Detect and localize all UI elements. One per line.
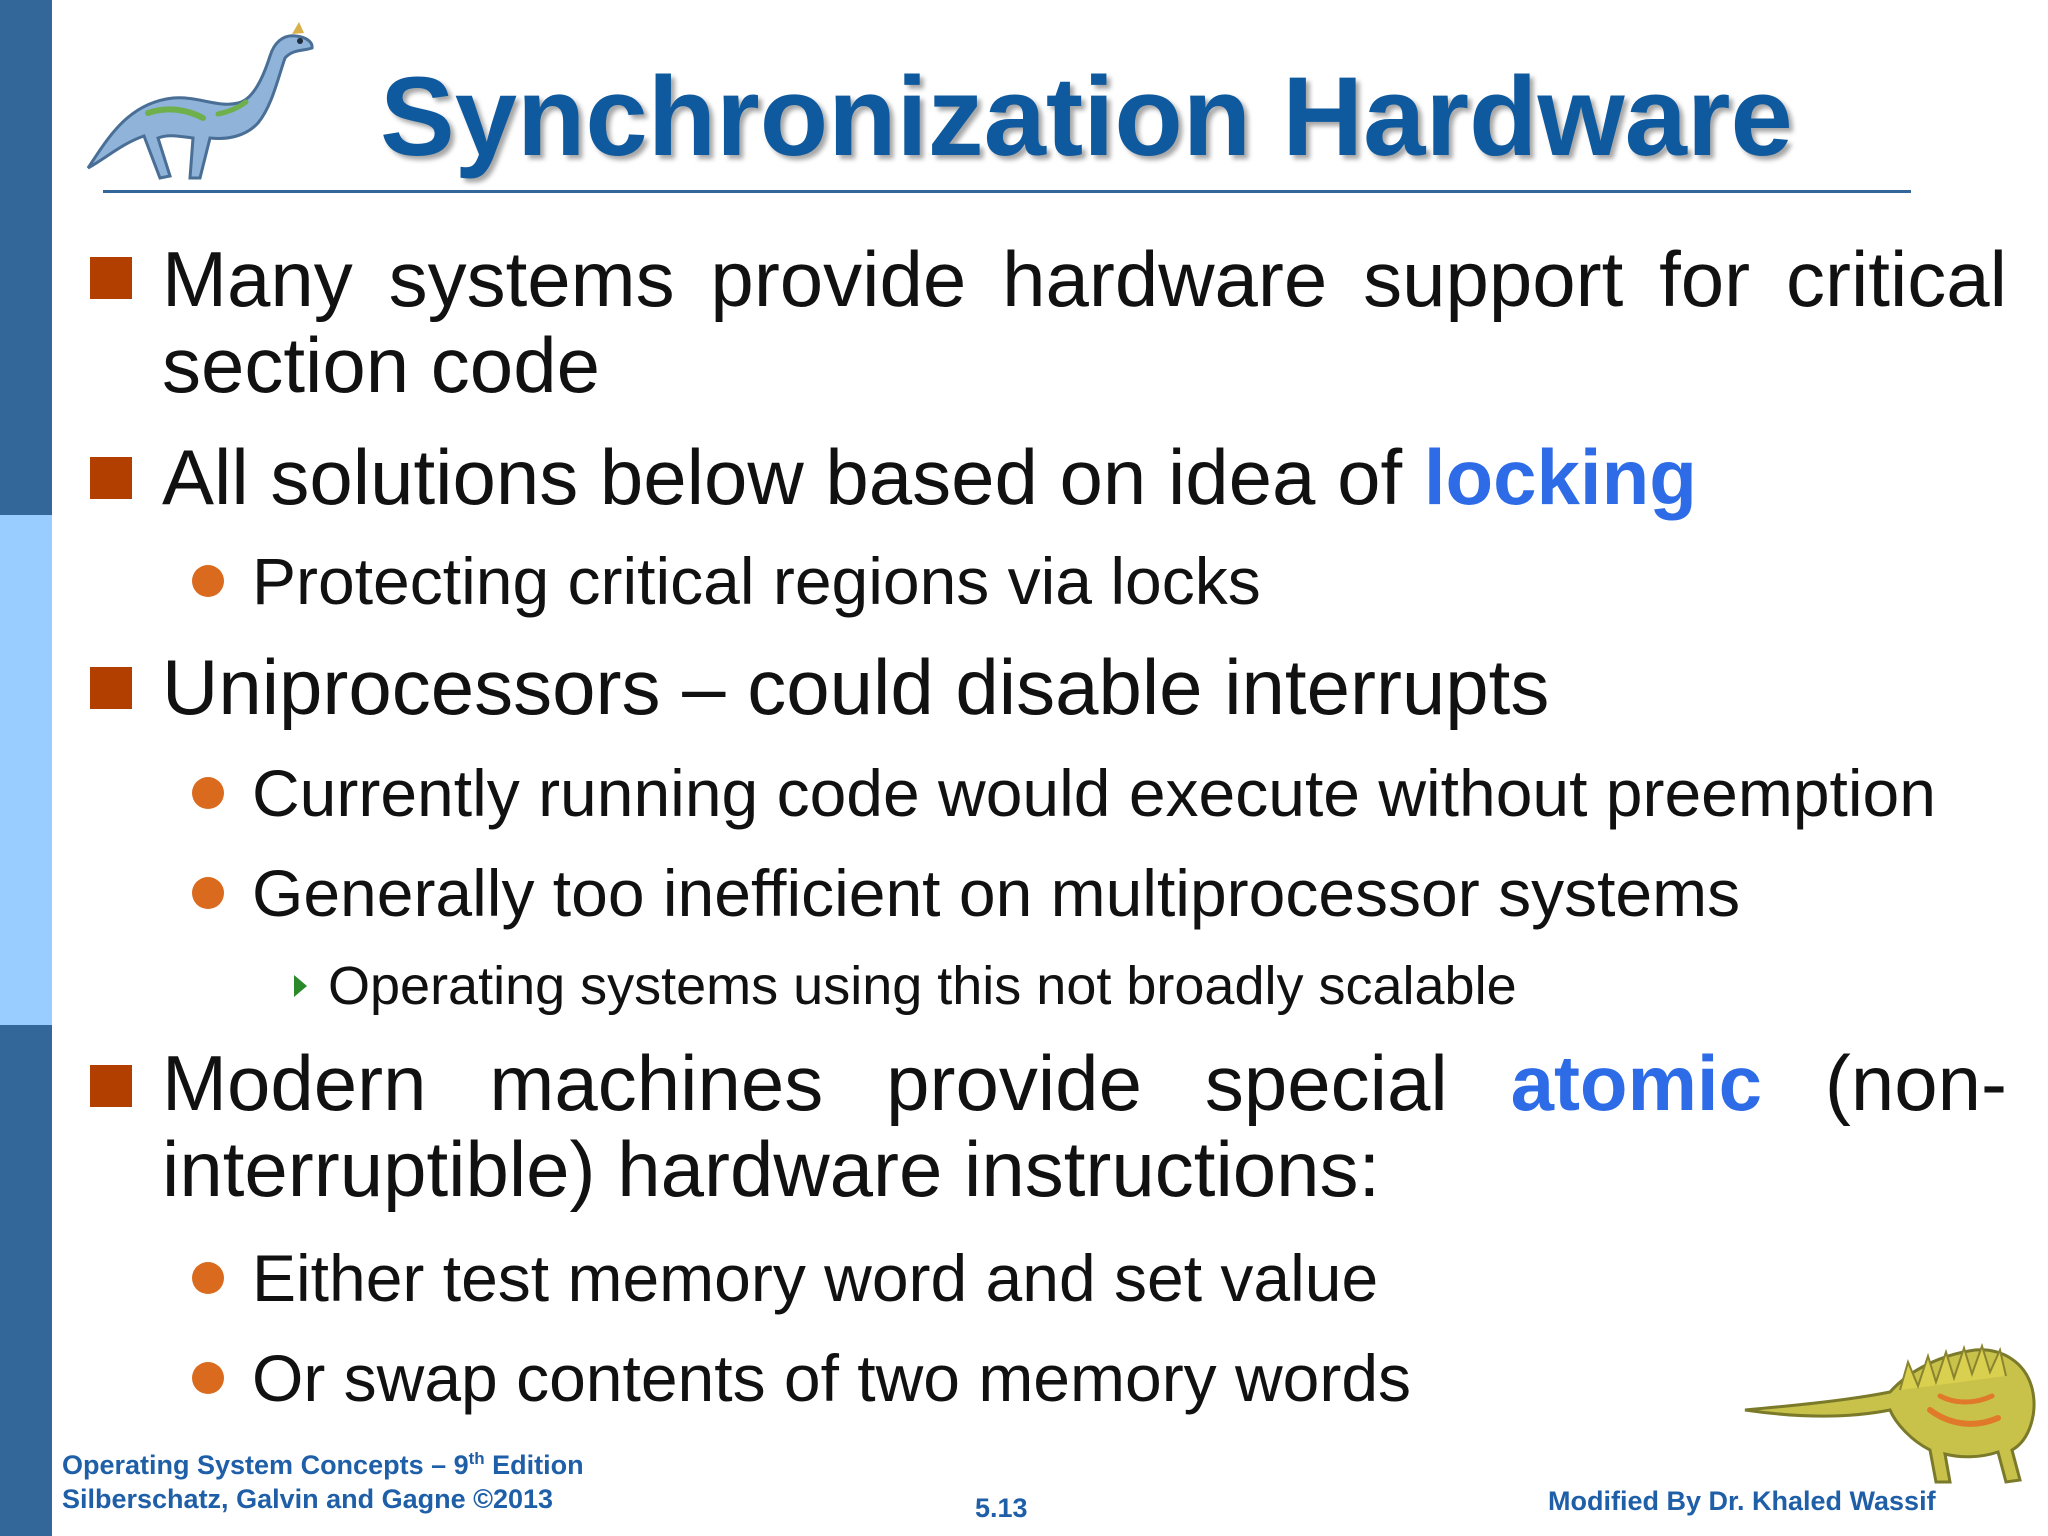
triangle-bullet-icon	[294, 975, 307, 997]
dinosaur-logo-icon	[78, 18, 318, 188]
circle-bullet-icon	[192, 877, 224, 909]
bullet-text: All solutions below based on idea of	[162, 433, 1424, 521]
bullet-item: Generally too inefficient on multiprocessor systems	[252, 856, 1741, 930]
highlight-atomic: atomic	[1510, 1039, 1762, 1127]
circle-bullet-icon	[192, 777, 224, 809]
circle-bullet-icon	[192, 1262, 224, 1294]
sidebar-segment-bottom	[0, 1025, 52, 1536]
square-bullet-icon	[90, 457, 132, 499]
footer-superscript: th	[468, 1449, 485, 1468]
square-bullet-icon	[90, 257, 132, 299]
footer-modified-by: Modified By Dr. Khaled Wassif	[1548, 1486, 1936, 1516]
bullet-text: Modern machines provide special	[162, 1039, 1511, 1127]
footer-edition	[62, 1448, 584, 1482]
bullet-item: Or swap contents of two memory words	[252, 1341, 1412, 1415]
bullet-item: Uniprocessors – could disable interrupts	[162, 643, 1550, 731]
slide-title: Synchronization Hardware	[380, 54, 1793, 179]
bullet-item	[162, 434, 1697, 520]
bullet-item: Protecting critical regions via locks	[252, 544, 1261, 618]
bullet-item: Operating systems using this not broadly scalable	[328, 956, 1517, 1016]
bullet-item	[162, 1040, 2007, 1212]
left-sidebar	[0, 0, 52, 1536]
highlight-locking: locking	[1423, 433, 1697, 521]
footer-book-info	[62, 1448, 584, 1516]
page-number: 5.13	[975, 1493, 1028, 1523]
square-bullet-icon	[90, 1065, 132, 1107]
title-underline	[103, 190, 1911, 193]
square-bullet-icon	[90, 667, 132, 709]
dinosaur-mascot-icon	[1740, 1300, 2040, 1490]
footer-book-title: Operating System Concepts – 9	[62, 1450, 469, 1480]
circle-bullet-icon	[192, 565, 224, 597]
sidebar-segment-middle	[0, 515, 52, 1025]
bullet-item: Either test memory word and set value	[252, 1241, 1379, 1315]
bullet-text: (non-interruptible) hardware instructions:	[162, 1039, 2007, 1213]
sidebar-segment-top	[0, 0, 52, 515]
footer-edition-label: Edition	[484, 1450, 584, 1480]
bullet-item: Many systems provide hardware support for critical section code	[162, 235, 2007, 409]
footer-authors: Silberschatz, Galvin and Gagne ©2013	[62, 1484, 554, 1514]
bullet-item: Currently running code would execute without preemption	[252, 756, 1936, 830]
circle-bullet-icon	[192, 1362, 224, 1394]
